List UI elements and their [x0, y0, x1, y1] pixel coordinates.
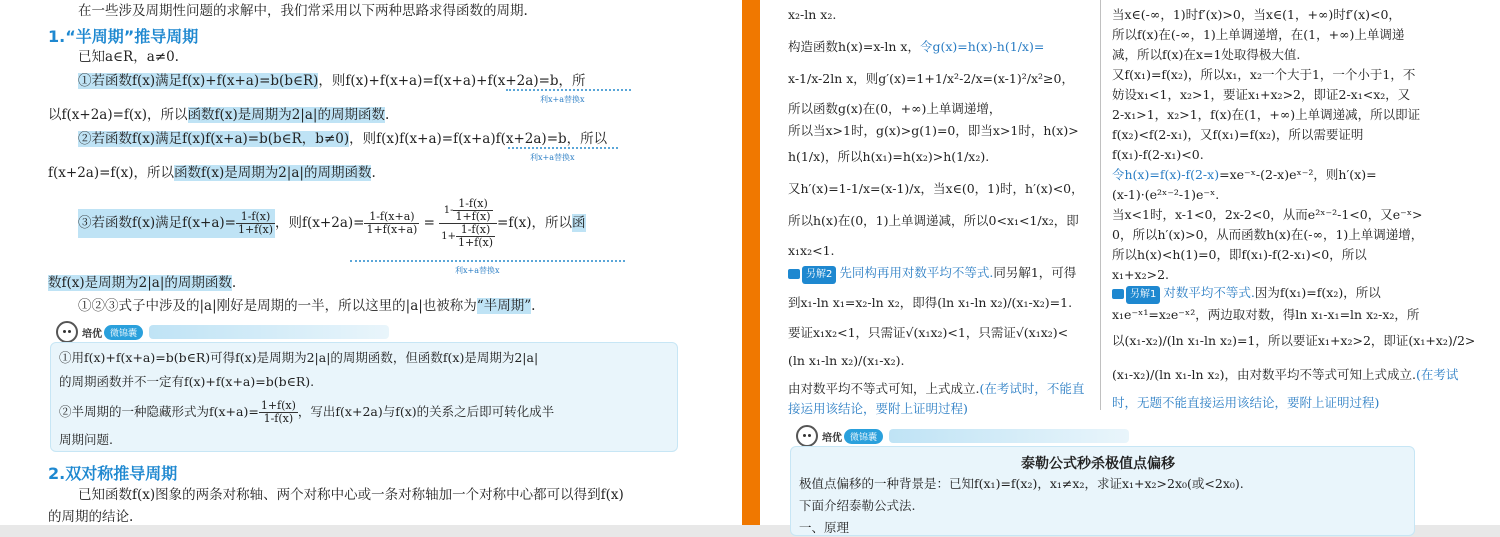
tip-line: 的周期函数并不一定有f(x)+f(x+a)=b(b∈R).: [59, 374, 315, 389]
left-page: [0, 0, 742, 525]
wave-underline: [350, 258, 625, 262]
solution-line: f(x₂)<f(2-x₁)，又f(x₁)=f(x₂)，所以需要证明: [1112, 127, 1364, 142]
mascot-icon: [56, 321, 78, 343]
solution-line: x₁x₂<1.: [788, 243, 835, 258]
case-2-line2: f(x+2a)=f(x)，所以函数f(x)是周期为2|a|的周期函数.: [48, 165, 376, 181]
tip-line: ①用f(x)+f(x+a)=b(b∈R)可得f(x)是周期为2|a|的周期函数，但函数f(x)是周期为2|a|: [59, 350, 539, 365]
solution-line: x₂-ln x₂.: [788, 7, 837, 22]
box-title: 泰勒公式秒杀极值点偏移: [1021, 456, 1175, 472]
solution-line: h(1/x)，所以h(x₁)=h(x₂)>h(1/x₂).: [788, 149, 990, 164]
intro-text: 在一些涉及周期性问题的求解中，我们常采用以下两种思路求得函数的周期.: [78, 3, 528, 19]
tip-box: [790, 446, 1415, 536]
solution-line: 接运用该结论，要附上证明过程): [788, 401, 968, 416]
solution-line: 所以h(x)<h(1)=0，即f(x₁)-f(2-x₁)<0，所以: [1112, 247, 1367, 262]
solution-line: 当x∈(-∞，1)时f′(x)>0，当x∈(1，+∞)时f′(x)<0，: [1112, 7, 1401, 22]
fraction: $\frac{1-f(x)}{1+f(x)}$: [237, 209, 274, 236]
case-3-line2: 数f(x)是周期为2|a|的周期函数.: [48, 275, 237, 291]
solution-line: 另解1 对数平均不等式.因为f(x₁)=f(x₂)，所以: [1112, 284, 1381, 304]
case-1-line2: 以f(x+2a)=f(x)，所以函数f(x)是周期为2|a|的周期函数.: [48, 107, 390, 123]
solution-line: 2-x₁>1，x₂>1，f(x)在(1，+∞)上单调递减，所以即证: [1112, 107, 1421, 122]
case-1-condition: ①若函数f(x)满足f(x)+f(x+a)=b(b∈R): [78, 73, 319, 89]
solution-line: (x-1)·(e²ˣ⁻²-1)e⁻ˣ.: [1112, 187, 1220, 202]
solution-line: 减，所以f(x)在x=1处取得极大值.: [1112, 47, 1301, 62]
solution-line: 所以f(x)在(-∞，1)上单调递增，在(1，+∞)上单调递: [1112, 27, 1405, 42]
solution-line: (ln x₁-ln x₂)/(x₁-x₂).: [788, 353, 905, 368]
solution-line: 到x₁-ln x₁=x₂-ln x₂，即得(ln x₁-ln x₂)/(x₁-x₂)=1.: [788, 295, 1073, 310]
solution-line: 令h(x)=f(x)-f(2-x)=xe⁻ˣ-(2-x)eˣ⁻²，则h′(x)=: [1112, 167, 1377, 182]
tag-decoration: [149, 325, 389, 339]
solution-line: 所以当x>1时，g(x)>g(1)=0，即当x>1时，h(x)>: [788, 123, 1079, 138]
fraction: $\frac{1-f(x+a)}{1+f(x+a)}$: [366, 209, 418, 236]
solution-line: x₁e⁻ˣ¹=x₂e⁻ˣ²，两边取对数，得ln x₁-x₁=ln x₂-x₂，所: [1112, 307, 1420, 322]
summary-text: ①②③式子中涉及的|a|刚好是周期的一半，所以这里的|a|也被称为“半周期”.: [78, 298, 536, 314]
tip-tag: 培优 微锦囊: [56, 320, 389, 344]
right-page: [760, 0, 1500, 535]
box-line: 下面介绍泰勒公式法.: [799, 498, 916, 513]
wave-label: 利x+a替换x: [530, 153, 575, 162]
solution-line: 构造函数h(x)=x-ln x，令g(x)=h(x)-h(1/x)=: [788, 39, 1045, 54]
column-divider: [1100, 0, 1101, 410]
tag-decoration: [889, 429, 1129, 443]
box-line: 极值点偏移的一种背景是：已知f(x₁)=f(x₂)，x₁≠x₂，求证x₁+x₂>2x₀(或<2x₀).: [799, 476, 1244, 491]
solution-line: x-1/x-2ln x，则g′(x)=1+1/x²-2/x=(x-1)²/x²≥0，: [788, 71, 1074, 86]
solution-line: 又h′(x)=1-1/x=(x-1)/x，当x∈(0，1)时，h′(x)<0，: [788, 181, 1084, 196]
box-line: 一、原理: [799, 520, 850, 535]
compound-fraction: 1- $\frac{1-f(x)}{1+f(x)}$ 1+ $\frac{1-f(x)}{1+f(x)}$: [439, 198, 497, 249]
solution-icon: [788, 269, 800, 279]
given-text: 已知a∈R，a≠0.: [78, 49, 179, 65]
case-3-line1: ③若函数f(x)满足f(x+a)= $\frac{1-f(x)}{1+f(x)}$ ，则f(x+2a)= $\frac{1-f(x+a)}{1+f(x+a)}$ = 1- $\frac{1-f(x)}{1+f(x)}$ 1+ $\frac{1-f(x)}{1+f(x)}$ =f(x)，所以 函: [78, 196, 586, 249]
tip-line: ②半周期的一种隐藏形式为f(x+a)= $\frac{1+f(x)}{1-f(x)}$ ，写出f(x+2a)与f(x)的关系之后即可转化成半: [59, 398, 555, 425]
solution-line: 另解2 先同构再用对数平均不等式.同另解1，可得: [788, 264, 1076, 284]
solution-line: 妨设x₁<1，x₂>1，要证x₁+x₂>2，即证2-x₁<x₂，又: [1112, 87, 1411, 102]
case-2-line1: ②若函数f(x)满足f(x)f(x+a)=b(b∈R，b≠0)，则f(x)f(x+a)=f(x+a)f(x+2a)=b，所以: [78, 131, 608, 147]
wave-label: 利x+a替换x: [540, 95, 585, 104]
heading-double-symmetry: 2.双对称推导周期: [48, 464, 178, 483]
tip-tag: 培优 微锦囊: [796, 424, 1129, 448]
solution-icon: [1112, 289, 1124, 299]
tip-box: [50, 342, 678, 452]
wave-underline: [506, 87, 631, 91]
tip-line: 周期问题.: [59, 432, 113, 447]
solution-line: 要证x₁x₂<1，只需证√(x₁x₂)<1，只需证√(x₁x₂)<: [788, 325, 1069, 340]
wave-underline: [508, 145, 618, 149]
solution-line: f(x₁)-f(2-x₁)<0.: [1112, 147, 1204, 162]
heading-half-period: 1.“半周期”推导周期: [48, 27, 199, 46]
solution-line: 由对数平均不等式可知，上式成立.(在考试时，不能直: [788, 381, 1085, 396]
case-1-line1: ①若函数f(x)满足f(x)+f(x+a)=b(b∈R)，则f(x)+f(x+a)=f(x+a)+f(x+2a)=b，所: [78, 73, 586, 89]
symmetry-text: 的周期的结论.: [48, 509, 134, 525]
solution-line: (x₁-x₂)/(ln x₁-ln x₂)，由对数平均不等式可知上式成立.(在考试: [1112, 367, 1459, 382]
wave-label: 利x+a替换x: [455, 266, 500, 275]
solution-line: 所以函数g(x)在(0，+∞)上单调递增，: [788, 101, 1002, 116]
solution-line: 时，无题不能直接运用该结论，要附上证明过程): [1112, 395, 1380, 410]
case-2-condition: ②若函数f(x)满足f(x)f(x+a)=b(b∈R，b≠0): [78, 131, 350, 147]
symmetry-text: 已知函数f(x)图象的两条对称轴、两个对称中心或一条对称轴加一个对称中心都可以得到f(x): [78, 487, 624, 503]
solution-line: 又f(x₁)=f(x₂)，所以x₁，x₂一个大于1，一个小于1，不: [1112, 67, 1416, 82]
solution-line: 以(x₁-x₂)/(ln x₁-ln x₂)=1，所以要证x₁+x₂>2，即证(x₁+x₂)/2>: [1112, 333, 1476, 348]
mascot-icon: [796, 425, 818, 447]
solution-line: x₁+x₂>2.: [1112, 267, 1169, 282]
solution-line: 所以h(x)在(0，1)上单调递减，所以0<x₁<1/x₂，即: [788, 213, 1079, 228]
book-spine: [742, 0, 760, 525]
fraction: $\frac{1+f(x)}{1-f(x)}$: [260, 398, 296, 425]
solution-line: 0，所以h′(x)>0，从而函数h(x)在(-∞，1)上单调递增，: [1112, 227, 1424, 242]
solution-line: 当x<1时，x-1<0，2x-2<0，从而e²ˣ⁻²-1<0，又e⁻ˣ>: [1112, 207, 1423, 222]
